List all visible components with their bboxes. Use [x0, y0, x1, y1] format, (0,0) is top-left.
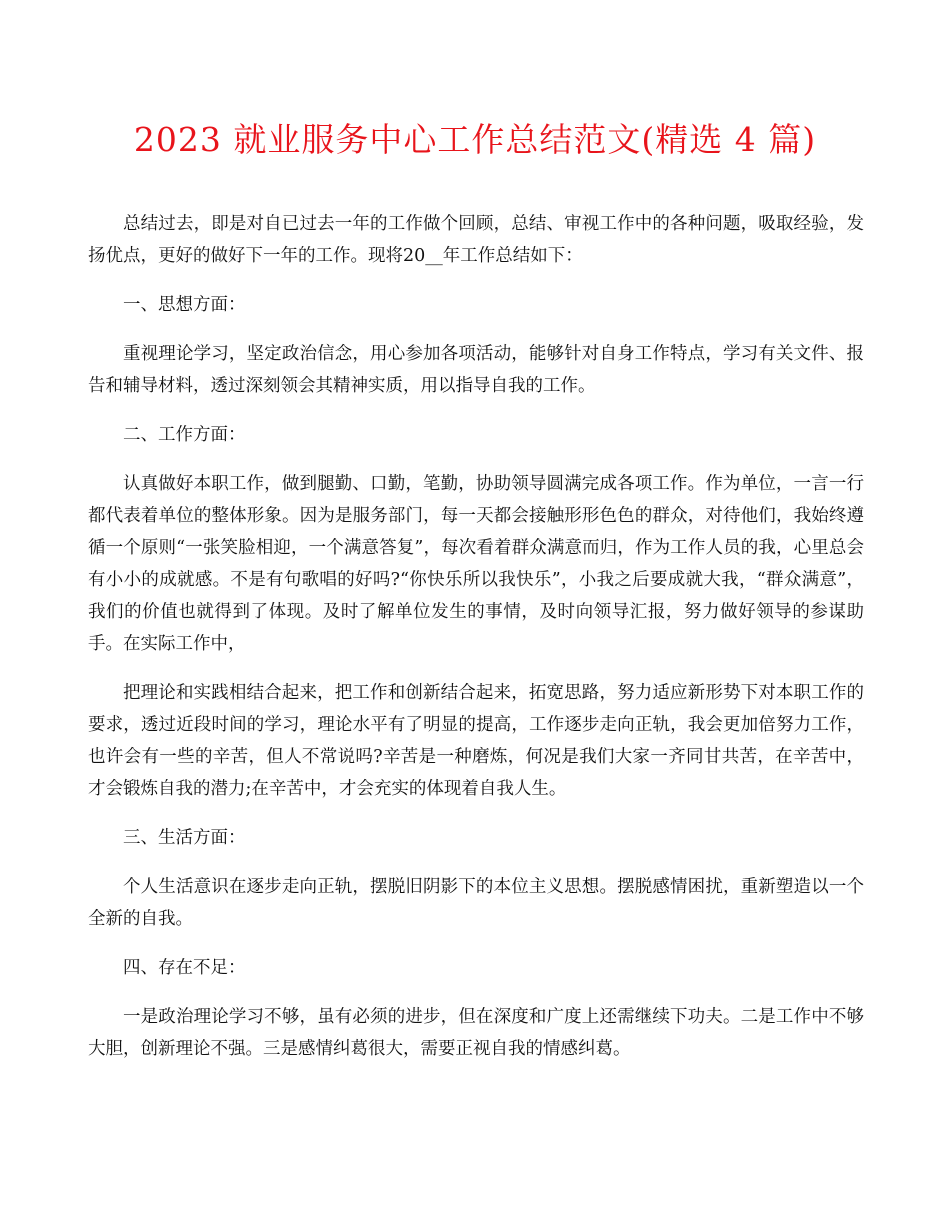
section-heading-thought: 一、思想方面： — [123, 295, 246, 315]
paragraph-work-2: 把理论和实践相结合起来，把工作和创新结合起来，拓宽思路，努力适应新形势下对本职工作的要求，透过近段时间的学习，理论水平有了明显的提高，工作逐步走向正轨，我会更加倍努力工作，也许会有一些的辛苦，但人不常说吗?辛苦是一种磨炼，何况是我们大家一齐同甘共苦，在辛苦中，才会锻炼自我的潜力;在辛苦中，才会充实的体现着自我人生。 — [88, 683, 864, 799]
paragraph-shortcomings: 一是政治理论学习不够，虽有必须的进步，但在深度和广度上还需继续下功夫。二是工作中不够大胆，创新理论不强。三是感情纠葛很大，需要正视自我的情感纠葛。 — [88, 1007, 864, 1059]
paragraph-intro: 总结过去，即是对自已过去一年的工作做个回顾，总结、审视工作中的各种问题，吸取经验，发扬优点，更好的做好下一年的工作。现将20__年工作总结如下： — [88, 214, 864, 266]
section-heading-life: 三、生活方面： — [123, 828, 246, 848]
document-title: 2023 就业服务中心工作总结范文(精选 4 篇) — [133, 120, 817, 159]
document-body — [88, 208, 864, 1082]
paragraph-work-1: 认真做好本职工作，做到腿勤、口勤，笔勤，协助领导圆满完成各项工作。作为单位，一言一行都代表着单位的整体形象。因为是服务部门，每一天都会接触形形色色的群众，对待他们，我始终遵循一个原则“一张笑脸相迎，一个满意答复”，每次看着群众满意而归，作为工作人员的我，心里总会有小小的成就感。不是有句歌唱的好吗?“你快乐所以我快乐”，小我之后要成就大我，“群众满意”，我们的价值也就得到了体现。及时了解单位发生的事情，及时向领导汇报，努力做好领导的参谋助手。在实际工作中， — [88, 474, 864, 654]
paragraph-thought: 重视理论学习，坚定政治信念，用心参加各项活动，能够针对自身工作特点，学习有关文件、报告和辅导材料，透过深刻领会其精神实质，用以指导自我的工作。 — [88, 344, 864, 396]
section-heading-shortcomings: 四、存在不足： — [123, 958, 246, 978]
section-heading-work: 二、工作方面： — [123, 425, 246, 445]
paragraph-life: 个人生活意识在逐步走向正轨，摆脱旧阴影下的本位主义思想。摆脱感情困扰，重新塑造以一个全新的自我。 — [88, 877, 864, 929]
